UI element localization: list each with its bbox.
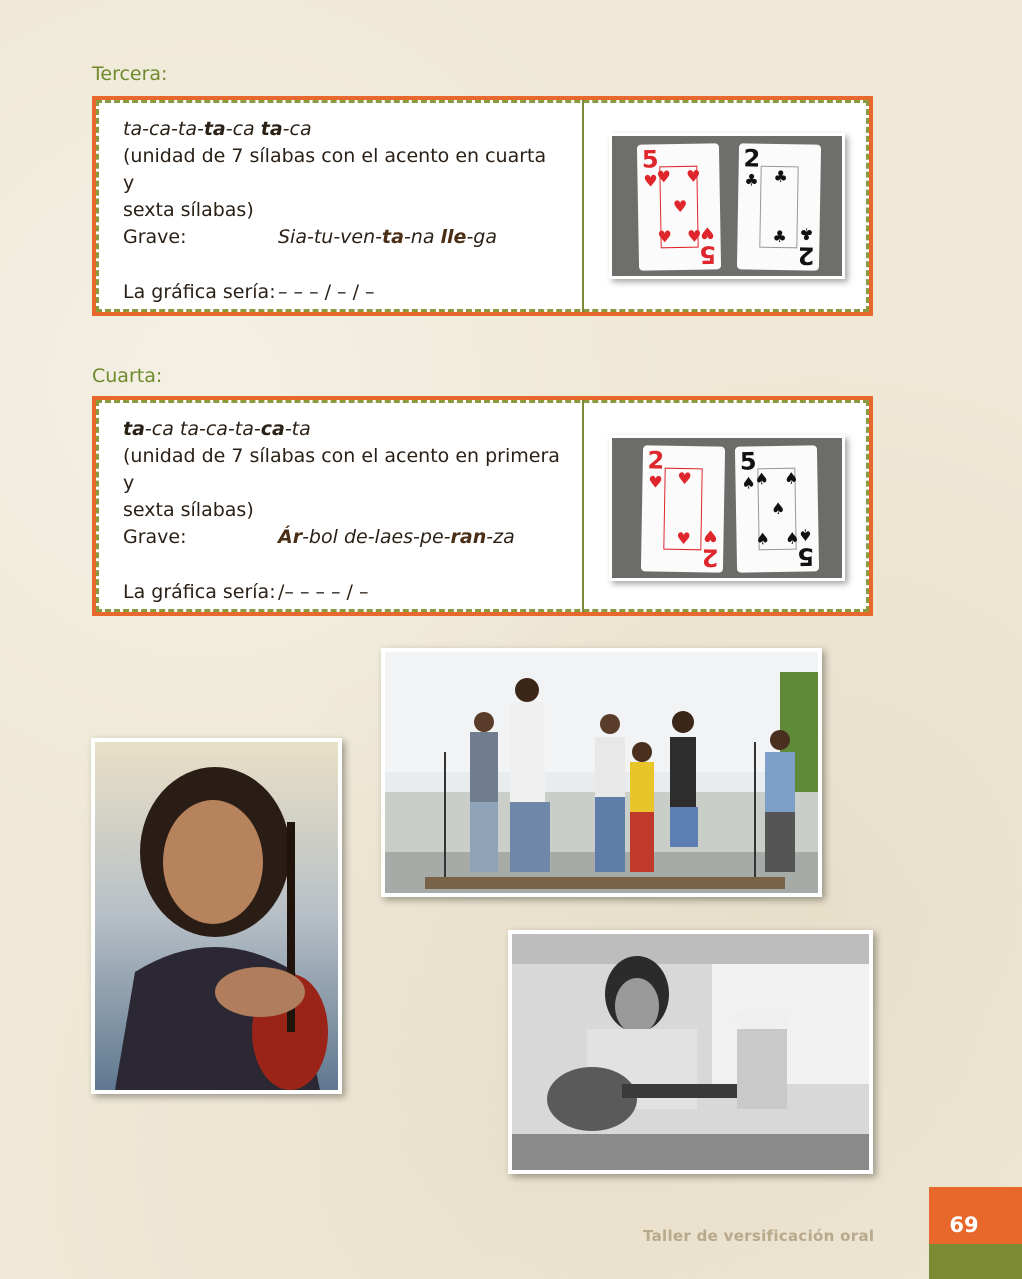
heart-icon: ♥ xyxy=(687,226,702,246)
card-corner: 2 ♣ xyxy=(795,222,818,266)
girl-with-guitar-image xyxy=(512,934,869,1170)
heart-icon: ♥ xyxy=(648,472,663,492)
rhythm-pattern: ta-ca ta-ca-ta-ca-ta xyxy=(123,418,311,440)
grave-row xyxy=(123,526,515,548)
card-corner: 5 ♠ xyxy=(794,523,817,567)
photo-girl-with-violin xyxy=(91,738,342,1094)
card-corner: 2 ♣ xyxy=(740,147,763,191)
club-icon: ♣ xyxy=(799,224,814,244)
card-corner: 5 ♥ xyxy=(696,221,719,265)
heart-icon: ♥ xyxy=(657,227,673,247)
grafica-value: – – – / – / – xyxy=(278,281,375,303)
spade-icon: ♠ xyxy=(770,498,786,519)
page-tab-green xyxy=(929,1244,1022,1279)
rhythm-pattern: ta-ca-ta-ta-ca ta-ca xyxy=(123,118,312,140)
card-corner: 5 ♠ xyxy=(737,450,760,494)
photo-girl-with-guitar xyxy=(508,930,873,1174)
card-corner: 2 ♥ xyxy=(699,524,722,568)
page-number-tab xyxy=(929,1187,1022,1279)
card-corner: 2 ♥ xyxy=(644,449,667,493)
grave-example: Ár-bol de-laes-pe-ran-za xyxy=(278,526,515,548)
section-heading-tercera: Tercera: xyxy=(92,63,168,85)
card-frame xyxy=(663,468,702,551)
heart-icon: ♥ xyxy=(703,526,718,546)
card-frame xyxy=(656,166,702,249)
grafica-row xyxy=(123,281,375,303)
description-line: (unidad de 7 sílabas con el acento en cuarta y xyxy=(123,145,547,194)
spade-icon: ♠ xyxy=(783,468,799,488)
grafica-label: La gráfica sería: xyxy=(123,281,276,303)
card-corner: 5 ♥ xyxy=(639,148,662,192)
heart-icon: ♥ xyxy=(700,223,715,243)
spade-icon: ♠ xyxy=(741,473,756,493)
playing-card xyxy=(641,445,725,572)
playing-cards-photo xyxy=(609,133,845,279)
playing-cards-photo xyxy=(609,435,845,581)
verse-box-cuarta xyxy=(92,396,873,616)
description-line: sexta sílabas) xyxy=(123,499,254,521)
club-icon: ♣ xyxy=(772,226,787,247)
playing-card xyxy=(737,143,821,270)
verse-box-tercera xyxy=(92,96,873,316)
verse-text xyxy=(123,416,563,524)
spade-icon: ♠ xyxy=(755,529,771,549)
playing-card xyxy=(735,445,819,572)
photo-band-on-stage xyxy=(381,648,822,897)
column-divider xyxy=(582,400,584,612)
girl-with-violin-image xyxy=(95,742,338,1090)
spade-icon: ♠ xyxy=(785,528,800,548)
club-icon: ♣ xyxy=(744,170,759,190)
heart-icon: ♥ xyxy=(677,468,693,489)
description-line: sexta sílabas) xyxy=(123,199,254,221)
club-icon: ♣ xyxy=(773,166,789,187)
heart-icon: ♥ xyxy=(643,171,658,191)
grave-example: Sia-tu-ven-ta-na lle-ga xyxy=(278,226,498,248)
playing-card xyxy=(637,143,721,270)
heart-icon: ♥ xyxy=(656,167,671,187)
grafica-row xyxy=(123,581,369,603)
grave-label: Grave: xyxy=(123,226,187,248)
grafica-label: La gráfica sería: xyxy=(123,581,276,603)
description-line: (unidad de 7 sílabas con el acento en primera y xyxy=(123,445,560,494)
footer-title: Taller de versificación oral xyxy=(643,1227,875,1245)
band-on-stage-image xyxy=(385,652,818,893)
spade-icon: ♠ xyxy=(798,525,813,545)
verse-text xyxy=(123,116,563,224)
section-heading-cuarta: Cuarta: xyxy=(92,365,163,387)
grafica-value: /– – – – / – xyxy=(278,581,369,603)
grave-row xyxy=(123,226,498,248)
card-frame xyxy=(754,468,800,551)
card-frame xyxy=(759,166,798,249)
heart-icon: ♥ xyxy=(676,528,691,549)
column-divider xyxy=(582,100,584,312)
spade-icon: ♠ xyxy=(754,469,769,489)
heart-icon: ♥ xyxy=(685,166,701,186)
page-number: 69 xyxy=(949,1213,979,1237)
grave-label: Grave: xyxy=(123,526,187,548)
heart-icon: ♥ xyxy=(672,196,688,217)
